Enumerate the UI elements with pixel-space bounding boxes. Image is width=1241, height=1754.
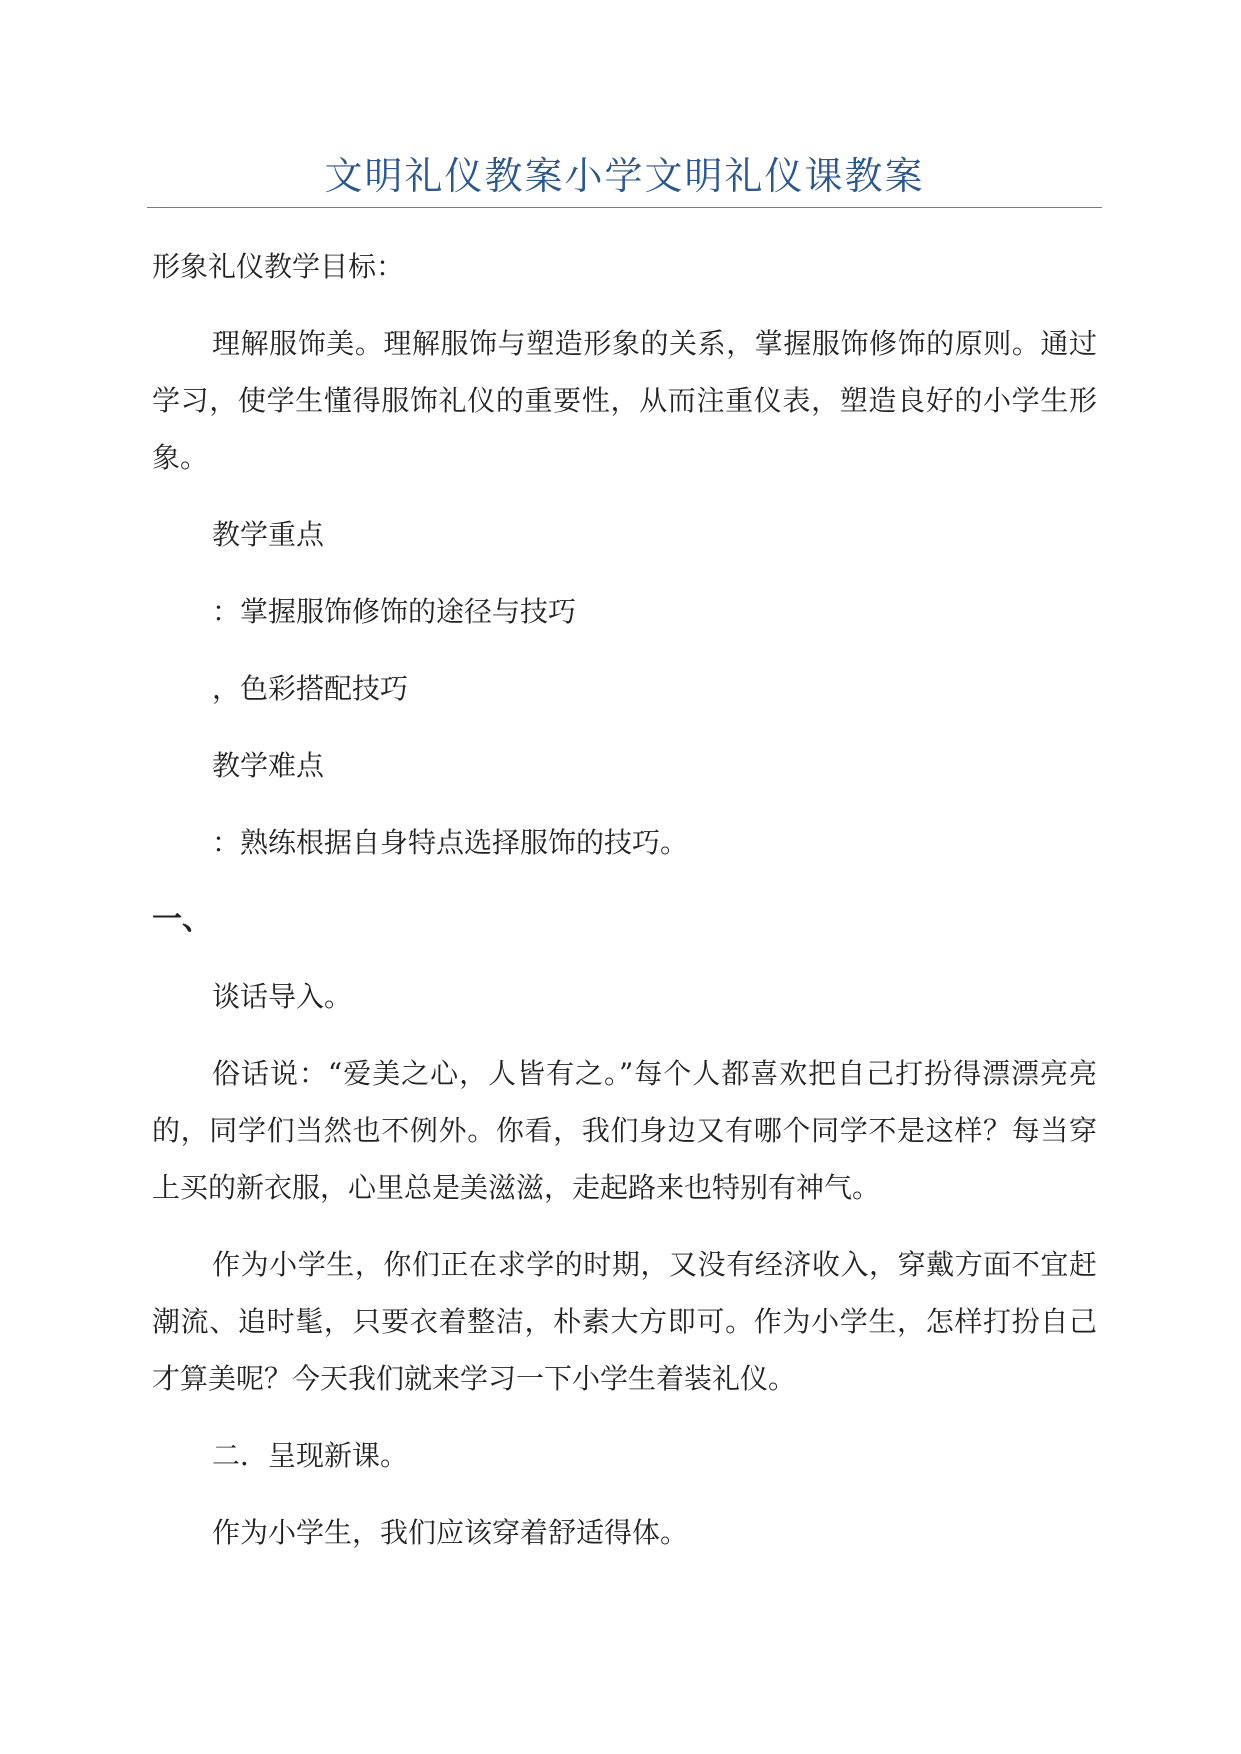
section-heading-two: 二．呈现新课。 <box>212 1439 409 1472</box>
paragraph-proverb: 俗话说：“爱美之心，人皆有之。”每个人都喜欢把自己打扮得漂漂亮亮的，同学们当然也不例外。你看，我们身边又有哪个同学不是这样？每当穿上买的新衣服，心里总是美滋滋，走起路来也特别有神气。 <box>152 1057 1097 1204</box>
document-body <box>152 238 1097 1561</box>
paragraph-key-points: ：掌握服饰修饰的途径与技巧 <box>212 595 577 628</box>
paragraph-key-points-label: 教学重点 <box>212 518 325 551</box>
paragraph-objectives-label: 形象礼仪教学目标： <box>152 250 405 283</box>
paragraph-intro-label: 谈话导入。 <box>212 980 353 1013</box>
paragraph-difficulty-label: 教学难点 <box>212 749 325 782</box>
paragraph-student-dress: 作为小学生，你们正在求学的时期，又没有经济收入，穿戴方面不宜赶潮流、追时髦，只要衣着整洁，朴素大方即可。作为小学生，怎样打扮自己才算美呢？今天我们就来学习一下小学生着装礼仪。 <box>152 1248 1097 1395</box>
section-heading-one: 一、 <box>152 902 212 937</box>
paragraph-difficulty: ：熟练根据自身特点选择服饰的技巧。 <box>212 826 689 859</box>
document-title: 文明礼仪教案小学文明礼仪课教案 <box>324 154 925 198</box>
title-underline <box>147 207 1102 208</box>
paragraph-key-points-color: ，色彩搭配技巧 <box>212 672 409 705</box>
paragraph-objectives: 理解服饰美。理解服饰与塑造形象的关系，掌握服饰修饰的原则。通过学习，使学生懂得服饰礼仪的重要性，从而注重仪表，塑造良好的小学生形象。 <box>152 327 1097 474</box>
paragraph-comfortable-dress: 作为小学生，我们应该穿着舒适得体。 <box>212 1516 689 1549</box>
